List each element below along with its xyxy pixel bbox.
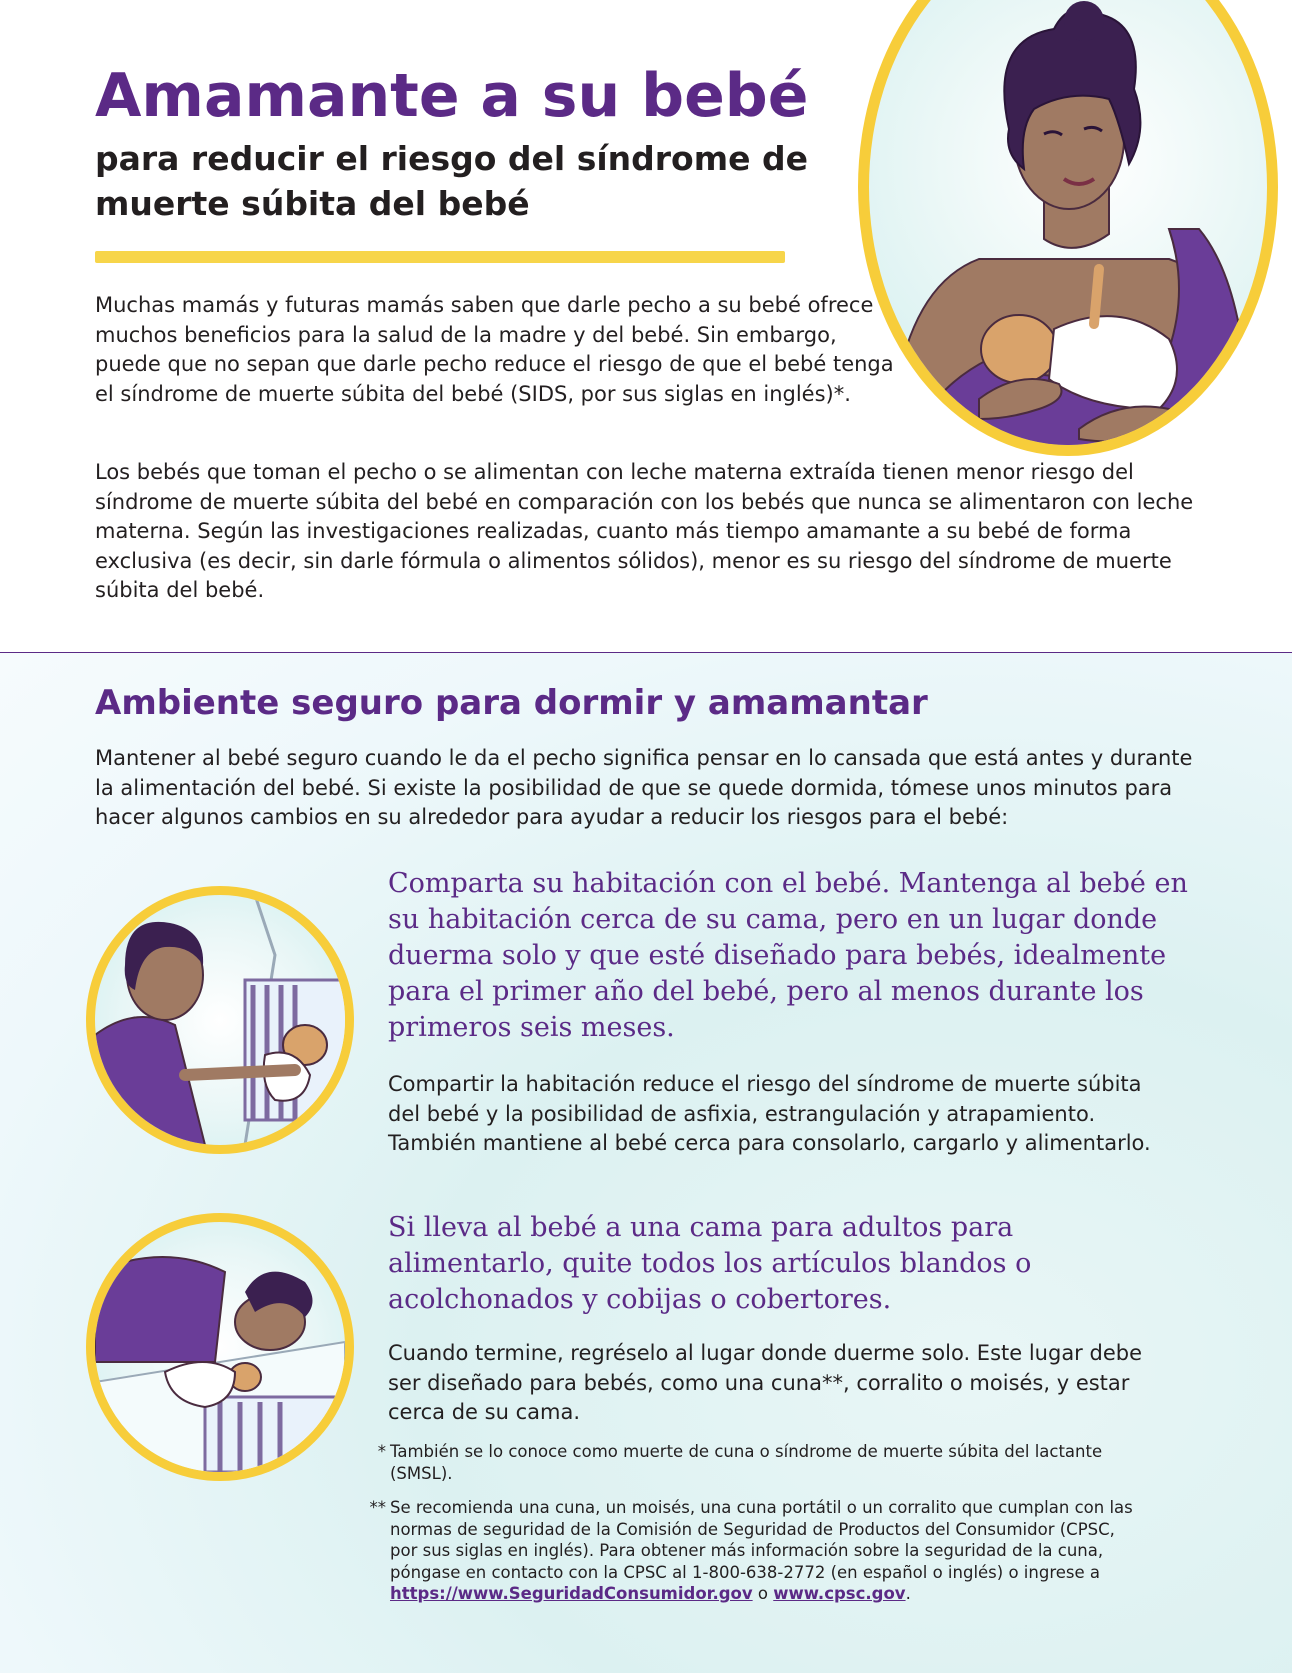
title-underline [95, 251, 785, 263]
seguridad-consumidor-link[interactable]: https://www.SeguridadConsumidor.gov [390, 1584, 753, 1603]
footnote-1-marker: * [377, 1442, 386, 1461]
footnote-2-end: . [905, 1584, 911, 1603]
footnote-1-text: También se lo conoce como muerte de cuna o síndrome de muerte súbita del lactante (SMSL). [390, 1442, 1103, 1483]
breastfeeding-mother-illustration [858, 0, 1278, 456]
mother-crib-drawing [95, 895, 345, 1145]
tip-adult-bed-heading: Si lleva al bebé a una cama para adultos para alimentarlo, quite todos los artículos blandos o acolchonados y cobijas o cobertores. [388, 1212, 1032, 1315]
footnote-2-text: Se recomienda una cuna, un moisés, una cuna portátil o un corralito que cumplan con las normas de seguridad de la Comisión de Seguridad de Productos del Consumidor (CPSC, por sus siglas en inglés). Para obtener más información sobre la seguridad de la cuna, póngase en contacto con la CPSC al 1-800-638-2772 (en español o inglés) o ingrese a [390, 1498, 1133, 1582]
tip-room-sharing-heading: Comparta su habitación con el bebé. Mantenga al bebé en su habitación cerca de su cama, pero en un lugar donde duerma solo y que esté diseñado para bebés, idealmente para el primer año del bebé, pero al menos durante los primeros seis meses. [388, 868, 1188, 1043]
mother-baby-drawing [869, 0, 1278, 456]
section-heading: Ambiente seguro para dormir y amamantar [95, 683, 928, 723]
page-title: Amamante a su bebé [95, 61, 809, 131]
mother-bed-drawing [95, 1222, 345, 1472]
intro-paragraph-2: Los bebés que toman el pecho o se alimentan con leche materna extraída tienen menor riesgo del síndrome de muerte súbita del bebé en comparación con los bebés que nunca se alimentaron con leche materna. Según las investigaciones realizadas, cuanto más tiempo amamante a su bebé de forma exclusiva (es decir, sin darle fórmula o alimentos sólidos), menor es su riesgo del síndrome de muerte súbita del bebé. [95, 460, 1194, 602]
cpsc-link[interactable]: www.cpsc.gov [773, 1584, 906, 1603]
intro-paragraph-1: Muchas mamás y futuras mamás saben que darle pecho a su bebé ofrece muchos beneficios para la salud de la madre y del bebé. Sin embargo, puede que no sepan que darle pecho reduce el riesgo de que el bebé tenga el síndrome de muerte súbita del bebé (SIDS, por sus siglas en inglés)*. [95, 293, 894, 406]
tip-room-sharing-body: Compartir la habitación reduce el riesgo del síndrome de muerte súbita del bebé y la posibilidad de asfixia, estrangulación y atrapamiento. También mantiene al bebé cerca para consolarlo, cargarlo y alimentarlo. [388, 1072, 1151, 1155]
section-intro-paragraph: Mantener al bebé seguro cuando le da el pecho significa pensar en lo cansada que está antes y durante la alimentación del bebé. Si existe la posibilidad de que se quede dormida, tómese unos minutos para hacer algunos cambios en su alrededor para ayudar a reducir los riesgos para el bebé: [95, 746, 1193, 829]
tip-adult-bed-body: Cuando termine, regréselo al lugar donde duerme solo. Este lugar debe ser diseñado para bebés, como una cuna**, corralito o moisés, y estar cerca de su cama. [388, 1341, 1142, 1424]
footnote-2 [366, 1497, 1146, 1605]
footnote-2-marker: ** [369, 1498, 386, 1517]
page-subtitle: para reducir el riesgo del síndrome de muerte súbita del bebé [95, 139, 808, 223]
footnote-2-body [390, 1497, 1146, 1605]
footnote-1 [366, 1441, 1126, 1484]
room-sharing-crib-illustration [86, 886, 354, 1154]
footnote-2-connector: o [757, 1584, 768, 1603]
adult-bed-feeding-illustration [86, 1213, 354, 1481]
